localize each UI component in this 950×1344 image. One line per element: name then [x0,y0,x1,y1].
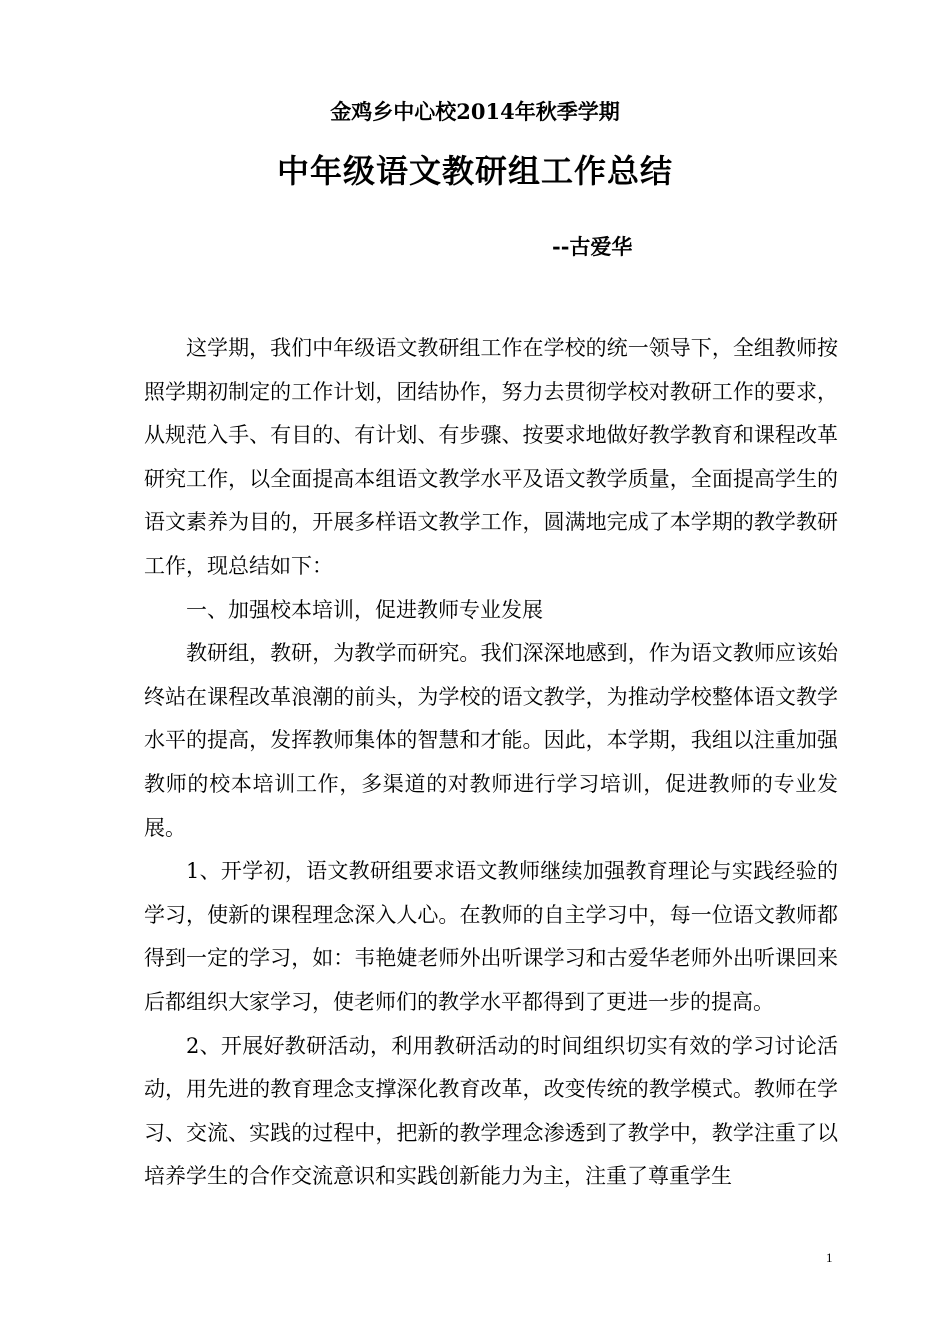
school-semester-heading: 金鸡乡中心校2014年秋季学期 [330,99,620,124]
paragraph-intro: 这学期，我们中年级语文教研组工作在学校的统一领导下，全组教师按照学期初制定的工作计划，团结协作，努力去贯彻学校对教研工作的要求，从规范入手、有目的、有计划、有步骤、按要求地做好教学教育和课程改革研究工作，以全面提高本组语文教学水平及语文教学质量，全面提高学生的语文素养为目的，开展多样语文教学工作，圆满地完成了本学期的教学教研工作，现总结如下： [144,336,838,578]
section-heading: 一、加强校本培训，促进教师专业发展 [186,597,543,622]
paragraph-item-2: 2、开展好教研活动，利用教研活动的时间组织切实有效的学习讨论活动，用先进的教育理念支撑深化教育改革，改变传统的教学模式。教师在学习、交流、实践的过程中，把新的教学理念渗透到了教学中，教学注重了以培养学生的合作交流意识和实践创新能力为主，注重了尊重学生 [144,1033,838,1189]
document-title: 中年级语文教研组工作总结 [276,152,673,190]
author-signature: --古爱华 [552,234,633,259]
paragraph-section-1: 教研组，教研，为教学而研究。我们深深地感到，作为语文教师应该始终站在课程改革浪潮的前头，为学校的语文教学，为推动学校整体语文教学水平的提高，发挥教师集体的智慧和才能。因此，本学期，我组以注重加强教师的校本培训工作，多渠道的对教师进行学习培训，促进教师的专业发展。 [144,641,838,840]
paragraph-item-1: 1、开学初，语文教研组要求语文教师继续加强教育理论与实践经验的学习，使新的课程理念深入人心。在教师的自主学习中，每一位语文教师都得到一定的学习，如：韦艳婕老师外出听课学习和古爱华老师外出听课回来后都组织大家学习，使老师们的教学水平都得到了更进一步的提高。 [144,859,838,1014]
page-number: 1 [826,1250,833,1265]
document-body [144,327,838,1199]
